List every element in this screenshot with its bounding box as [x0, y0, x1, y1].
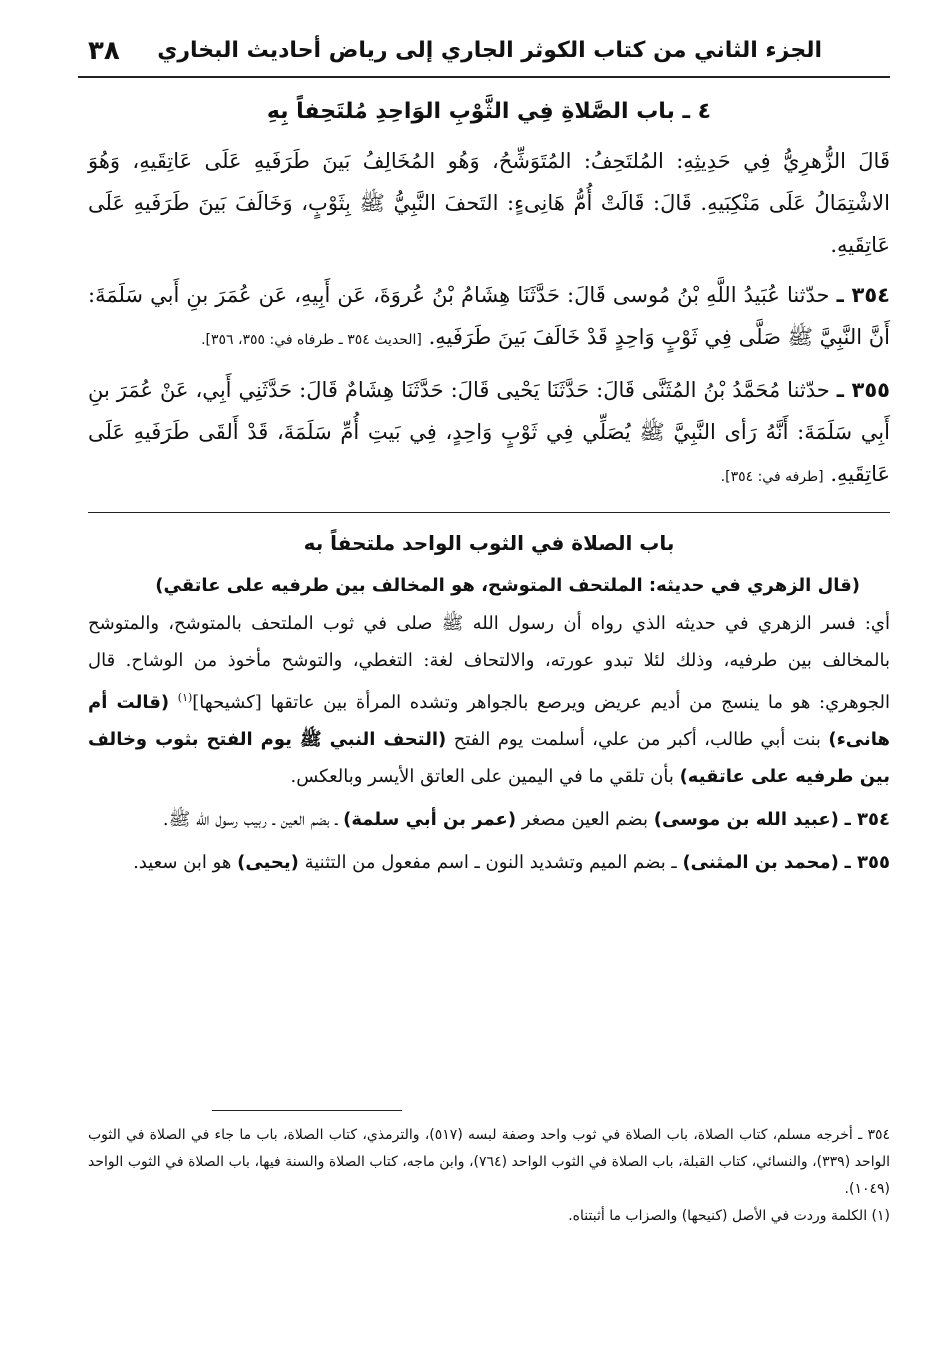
commentary-text: بضم العين مصغر: [516, 809, 654, 830]
commentary-text: ـ بضم العين ـ ربيب رسول الله ﷺ.: [162, 809, 344, 830]
commentary-text: [169, 692, 178, 713]
chapter-intro: قَالَ الزُّهرِيُّ فِي حَدِيثِهِ: المُلتَحِفُ: المُتَوَشِّحُ، وَهُو المُخَالِفُ بَينَ طَرَفَيهِ عَلَى عَاتِقَيهِ، وَهُوَ الاشْتِمَالُ عَلَى مَنْكِبَيهِ. قَالَ: قَالَتْ أُمُّ هَانِىءٍ: التَحفَ النَّبِيُّ ﷺ بِثَوْبٍ، وَخَالَفَ بَينَ طَرَفَيهِ عَلَى عَاتِقَيهِ.: [88, 149, 890, 257]
commentary-paragraph-354: [88, 801, 890, 838]
commentary-title: باب الصلاة في الثوب الواحد ملتحفاً به: [303, 531, 675, 555]
commentary-bold: (التحف النبي ﷺ يوم الفتح بثوب وخالف بين طرفيه على عاتقيه): [88, 729, 890, 787]
commentary-text: بأن تلقي ما في اليمين على العاتق الأيسر وبالعكس.: [290, 766, 680, 787]
commentary-text: أي: فسر الزهري في حديثه الذي رواه أن رسول الله ﷺ صلى في ثوب الملتحف بالمتوشح، والمتوشح بالمخالف بين طرفيه، وذلك لئلا تبدو عورته، والالتحاف لغة: التغطي، والتوشح مأخوذ من الوشاح. قال الجوهري: هو ما ينسج من أديم عريض ويرصع بالجواهر وتشده المرأة بين عاتقها [كشيحها]: [88, 613, 890, 713]
footnotes: [88, 1122, 890, 1230]
commentary-text: بنت أبي طالب، أكبر من علي، أسلمت يوم الفتح: [446, 729, 829, 750]
commentary-paragraph-355: [88, 844, 890, 881]
commentary-bold: (عمر بن أبي سلمة): [343, 809, 517, 830]
footnote-rule: [212, 1110, 402, 1111]
chapter-title: ٤ ـ باب الصَّلاةِ فِي الثَّوْبِ الوَاحِدِ مُلتَحِفاً بِهِ: [266, 99, 712, 124]
commentary-lemma: (قال الزهري في حديثه: الملتحف المتوشح، هو المخالف بين طرفيه على عاتقي): [155, 575, 860, 596]
hadith-355: [88, 369, 890, 498]
commentary-number: ٣٥٤ ـ: [844, 809, 890, 830]
page-header: [78, 36, 890, 78]
page-number: ٣٨: [88, 36, 120, 66]
footnote-1: (١) الكلمة وردت في الأصل (كنيحها) والصزاب ما أثبتناه.: [568, 1208, 890, 1224]
commentary-bold: (يحيى): [237, 852, 299, 873]
footnote-354: ٣٥٤ ـ أخرجه مسلم، كتاب الصلاة، باب الصلاة في ثوب واحد وصفة لبسه (٥١٧)، والترمذي، كتاب الصلاة، باب ما جاء في الصلاة في الثوب الواحد (٣٣٩)، والنسائي، كتاب القبلة، باب الصلاة في الثوب الواحد (٧٦٤)، وابن ماجه، كتاب الصلاة والسنة فيها، باب الصلاة في الثوب الواحد (١٠٤٩).: [88, 1127, 890, 1197]
commentary-text: ـ بضم الميم وتشديد النون ـ اسم مفعول من التثنية: [298, 852, 683, 873]
hadith-cross-reference: [الحديث ٣٥٤ ـ طرفاه في: ٣٥٥، ٣٥٦].: [201, 332, 422, 348]
commentary-bold: (محمد بن المثنى): [682, 852, 839, 873]
section-divider: [88, 512, 890, 513]
hadith-number: ٣٥٥ ـ: [836, 378, 890, 402]
hadith-number: ٣٥٤ ـ: [836, 283, 890, 307]
commentary-paragraph: [88, 605, 890, 795]
commentary-number: ٣٥٥ ـ: [844, 852, 890, 873]
running-title: الجزء الثاني من كتاب الكوثر الجاري إلى رياض أحاديث البخاري: [157, 38, 822, 63]
main-content: [88, 92, 890, 887]
commentary-text: هو ابن سعيد.: [133, 852, 238, 873]
hadith-354: [88, 274, 890, 361]
hadith-text: حدّثنا عُبَيدُ اللَّهِ بْنُ مُوسى قَالَ: حَدَّثَنَا هِشَامُ بْنُ عُروَةَ، عَن أَبِيهِ، عَن عُمَرَ بنِ أَبي سَلَمَةَ: أَنَّ النَّبِيَّ ﷺ صَلَّى فِي ثَوْبٍ وَاحِدٍ قَدْ خَالَفَ بَينَ طَرَفَيهِ.: [88, 283, 890, 349]
hadith-cross-reference: [طرفه في: ٣٥٤].: [720, 469, 824, 485]
commentary-bold: (قالت أم هانىء): [88, 692, 890, 750]
footnote-marker: (١): [177, 691, 193, 704]
commentary-bold: (عبيد الله بن موسى): [653, 809, 839, 830]
hadith-text: حدّثنا مُحَمَّدُ بْنُ المُثَنَّى قَالَ: حَدَّثَنَا يَحْيى قَالَ: حَدَّثَنَا هِشَامٌ قَالَ: حَدَّثَنِي أَبِي، عَنْ عُمَرَ بنِ أَبِي سَلَمَةَ: أَنَّهُ رَأى النَّبِيَّ ﷺ يُصَلِّي فِي ثَوْبٍ وَاحِدٍ، فِي بَيتِ أُمِّ سَلَمَةَ، قَدْ أَلقَى طَرَفَيهِ عَلَى عَاتِقَيهِ.: [88, 378, 890, 486]
